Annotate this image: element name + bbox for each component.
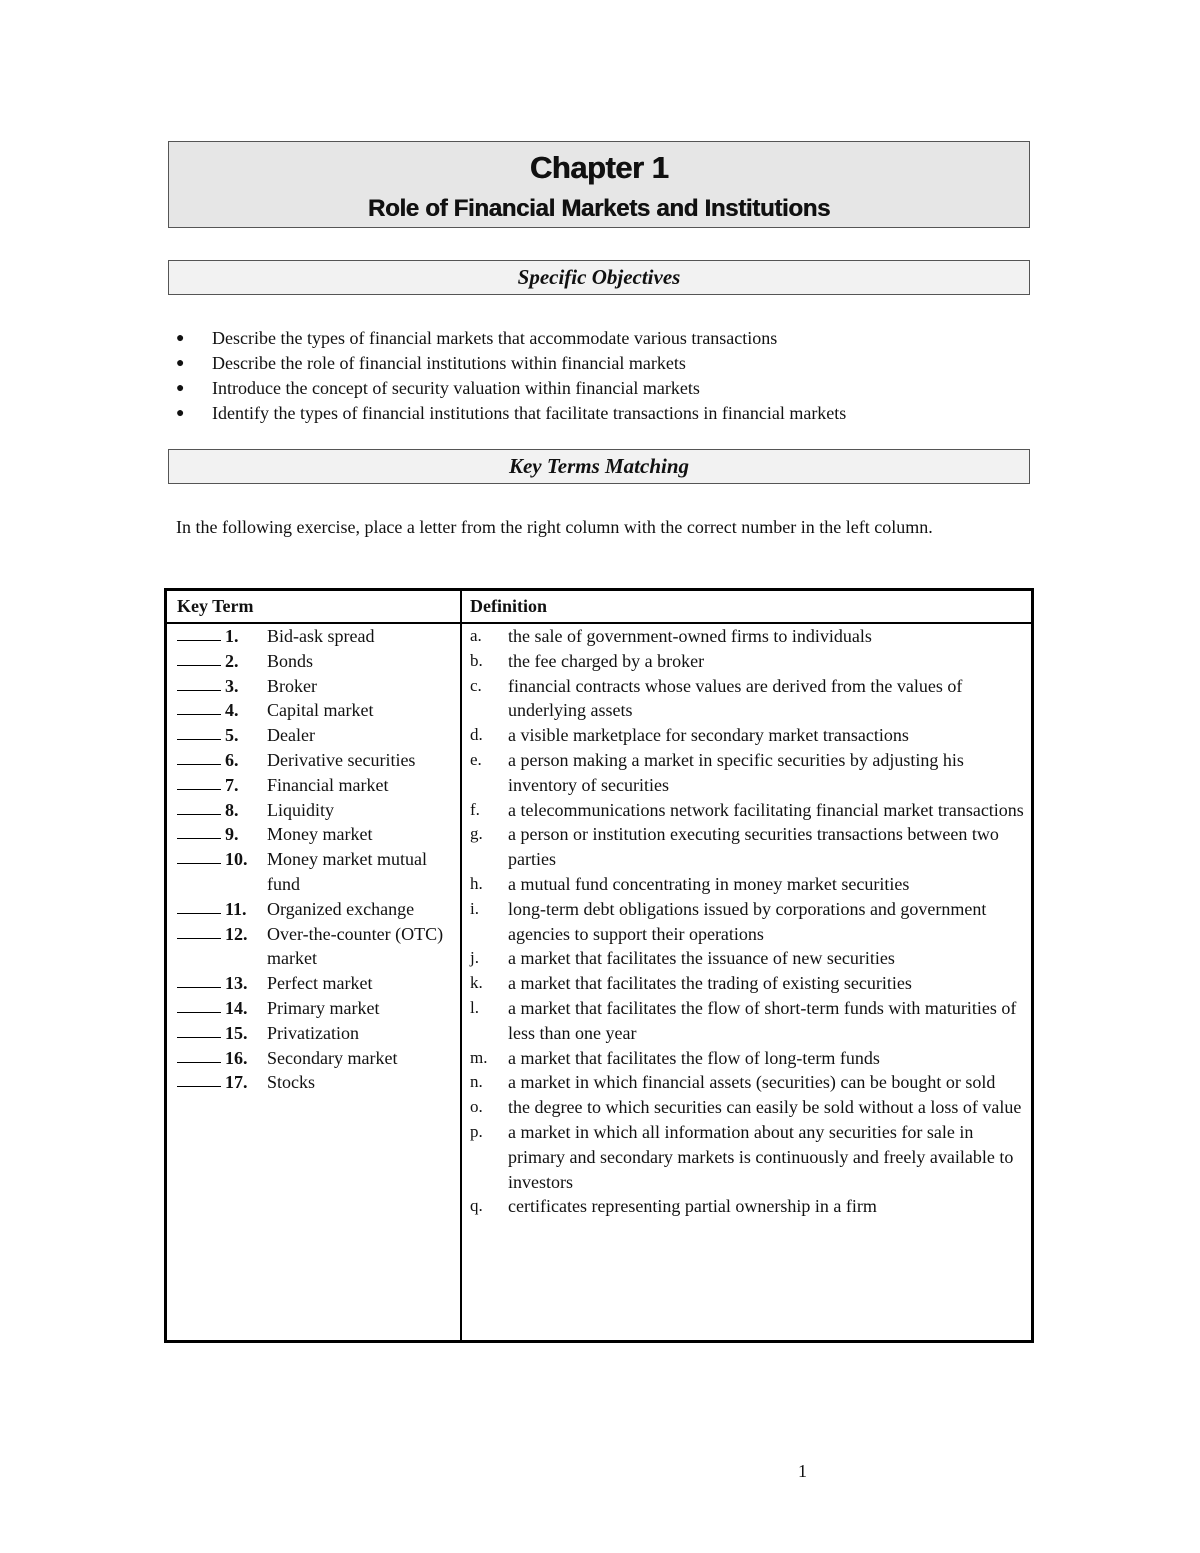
answer-blank[interactable] — [177, 814, 221, 815]
answer-blank[interactable] — [177, 913, 221, 914]
answer-blank[interactable] — [177, 764, 221, 765]
answer-blank[interactable] — [177, 714, 221, 715]
definition-row: k. a market that facilitates the trading of existing securities — [470, 973, 912, 994]
term-row: 3. Broker — [177, 674, 457, 699]
term-row: 1. Bid-ask spread — [177, 624, 457, 649]
bullet-icon: ● — [176, 406, 185, 421]
objective-item: ● Introduce the concept of security valuation within financial markets — [176, 376, 1036, 401]
definition-row: c. financial contracts whose values are derived from the values of underlying assets — [470, 675, 963, 721]
bullet-icon: ● — [176, 331, 185, 346]
objectives-list — [176, 326, 1036, 426]
term-row: 4. Capital market — [177, 698, 457, 723]
bullet-icon: ● — [176, 356, 185, 371]
chapter-subtitle: Role of Financial Markets and Institutions — [367, 195, 831, 222]
definition-row: i. long-term debt obligations issued by corporations and government agencies to support their operations — [470, 898, 987, 944]
definitions-list — [470, 624, 1030, 1219]
term-row: 10. Money market mutual fund — [177, 847, 457, 897]
definition-row: b. the fee charged by a broker — [470, 650, 705, 671]
answer-blank[interactable] — [177, 690, 221, 691]
definition-row: f. a telecommunications network facilitating financial market transactions — [470, 799, 1024, 820]
definition-row: h. a mutual fund concentrating in money market securities — [470, 873, 910, 894]
answer-blank[interactable] — [177, 665, 221, 666]
objective-item: ● Identify the types of financial institutions that facilitate transactions in financial markets — [176, 401, 1036, 426]
answer-blank[interactable] — [177, 938, 221, 939]
definition-row: q. certificates representing partial ownership in a firm — [470, 1196, 877, 1217]
answer-blank[interactable] — [177, 863, 221, 864]
definition-row: p. a market in which all information about any securities for sale in primary and secondary markets is continuously and freely available to investors — [470, 1121, 1014, 1192]
definition-row: a. the sale of government-owned firms to individuals — [470, 626, 872, 646]
answer-blank[interactable] — [177, 640, 221, 641]
definition-row: n. a market in which financial assets (securities) can be bought or sold — [470, 1072, 996, 1093]
term-row: 13. Perfect market — [177, 971, 457, 996]
answer-blank[interactable] — [177, 987, 221, 988]
term-row: 12. Over-the-counter (OTC) market — [177, 922, 457, 972]
term-row: 7. Financial market — [177, 773, 457, 798]
objective-item: ● Describe the types of financial markets that accommodate various transactions — [176, 326, 1036, 351]
chapter-title-box — [168, 141, 1030, 228]
definition-row: g. a person or institution executing securities transactions between two parties — [470, 824, 999, 870]
term-row: 6. Derivative securities — [177, 748, 457, 773]
term-row: 5. Dealer — [177, 723, 457, 748]
answer-blank[interactable] — [177, 838, 221, 839]
matching-table — [164, 588, 1034, 1343]
definition-header: Definition — [470, 596, 548, 616]
definition-row: l. a market that facilitates the flow of short-term funds with maturities of less than one year — [470, 997, 1017, 1043]
bullet-icon: ● — [176, 381, 185, 396]
definition-row: m. a market that facilitates the flow of long-term funds — [470, 1047, 880, 1068]
definition-row: j. a market that facilitates the issuance of new securities — [470, 948, 895, 969]
term-row: 8. Liquidity — [177, 798, 457, 823]
terms-list — [177, 624, 457, 1095]
answer-blank[interactable] — [177, 739, 221, 740]
page-number: 1 — [798, 1461, 807, 1481]
answer-blank[interactable] — [177, 1062, 221, 1063]
term-row: 14. Primary market — [177, 996, 457, 1021]
matching-heading: Key Terms Matching — [168, 449, 1030, 484]
matching-instructions: In the following exercise, place a letter from the right column with the correct number in the left column. — [176, 517, 933, 537]
term-row: 9. Money market — [177, 822, 457, 847]
key-term-header: Key Term — [177, 596, 254, 616]
answer-blank[interactable] — [177, 1037, 221, 1038]
column-divider — [460, 591, 462, 1340]
answer-blank[interactable] — [177, 1086, 221, 1087]
definition-row: o. the degree to which securities can easily be sold without a loss of value — [470, 1097, 1022, 1118]
term-row: 2. Bonds — [177, 649, 457, 674]
objectives-heading: Specific Objectives — [168, 260, 1030, 295]
term-row: 17. Stocks — [177, 1070, 457, 1095]
term-row: 11. Organized exchange — [177, 897, 457, 922]
answer-blank[interactable] — [177, 789, 221, 790]
definition-row: d. a visible marketplace for secondary market transactions — [470, 725, 909, 746]
definition-row: e. a person making a market in specific securities by adjusting his inventory of securities — [470, 749, 964, 795]
answer-blank[interactable] — [177, 1012, 221, 1013]
chapter-heading: Chapter 1 — [529, 150, 669, 185]
objective-item: ● Describe the role of financial institutions within financial markets — [176, 351, 1036, 376]
term-row: 16. Secondary market — [177, 1046, 457, 1071]
term-row: 15. Privatization — [177, 1021, 457, 1046]
